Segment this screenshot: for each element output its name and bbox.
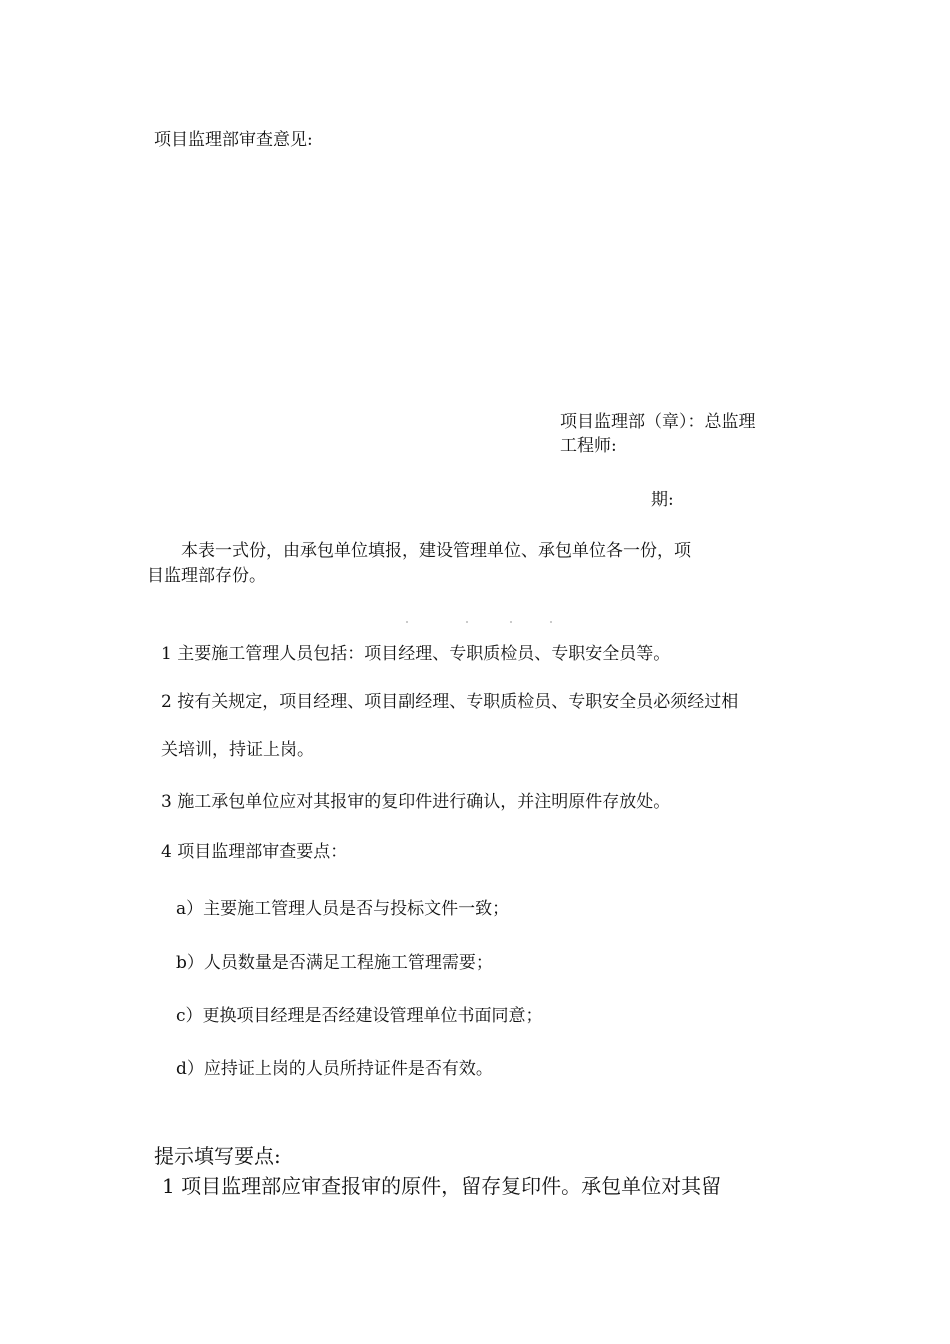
sub-point-c: c）更换项目经理是否经建设管理单位书面同意； xyxy=(176,1006,543,1026)
point-2-line-1: 2 按有关规定，项目经理、项目副经理、专职质检员、专职安全员必须经过相 xyxy=(161,692,739,712)
point-1: 1 主要施工管理人员包括：项目经理、专职质检员、专职安全员等。 xyxy=(161,644,671,664)
sub-point-b: b）人员数量是否满足工程施工管理需要； xyxy=(176,953,493,973)
sub-point-d: d）应持证上岗的人员所持证件是否有效。 xyxy=(176,1059,493,1079)
signature-line-2: 工程师: xyxy=(560,436,617,456)
review-heading: 项目监理部审查意见: xyxy=(154,130,313,150)
date-label: 期: xyxy=(651,490,674,510)
point-3: 3 施工承包单位应对其报审的复印件进行确认，并注明原件存放处。 xyxy=(161,792,671,812)
faint-separator-marks xyxy=(400,621,560,625)
point-4: 4 项目监理部审查要点： xyxy=(161,842,348,862)
copies-note-line-1: 本表一式份，由承包单位填报，建设管理单位、承包单位各一份，项 xyxy=(181,541,691,561)
tips-line-1: 1 项目监理部应审查报审的原件，留存复印件。承包单位对其留 xyxy=(162,1174,722,1198)
signature-line-1: 项目监理部（章）：总监理 xyxy=(560,412,756,432)
tips-heading: 提示填写要点: xyxy=(154,1144,281,1168)
copies-note-line-2: 目监理部存份。 xyxy=(147,566,266,586)
sub-point-a: a）主要施工管理人员是否与投标文件一致； xyxy=(176,899,510,919)
point-2-line-2: 关培训，持证上岗。 xyxy=(161,740,314,760)
